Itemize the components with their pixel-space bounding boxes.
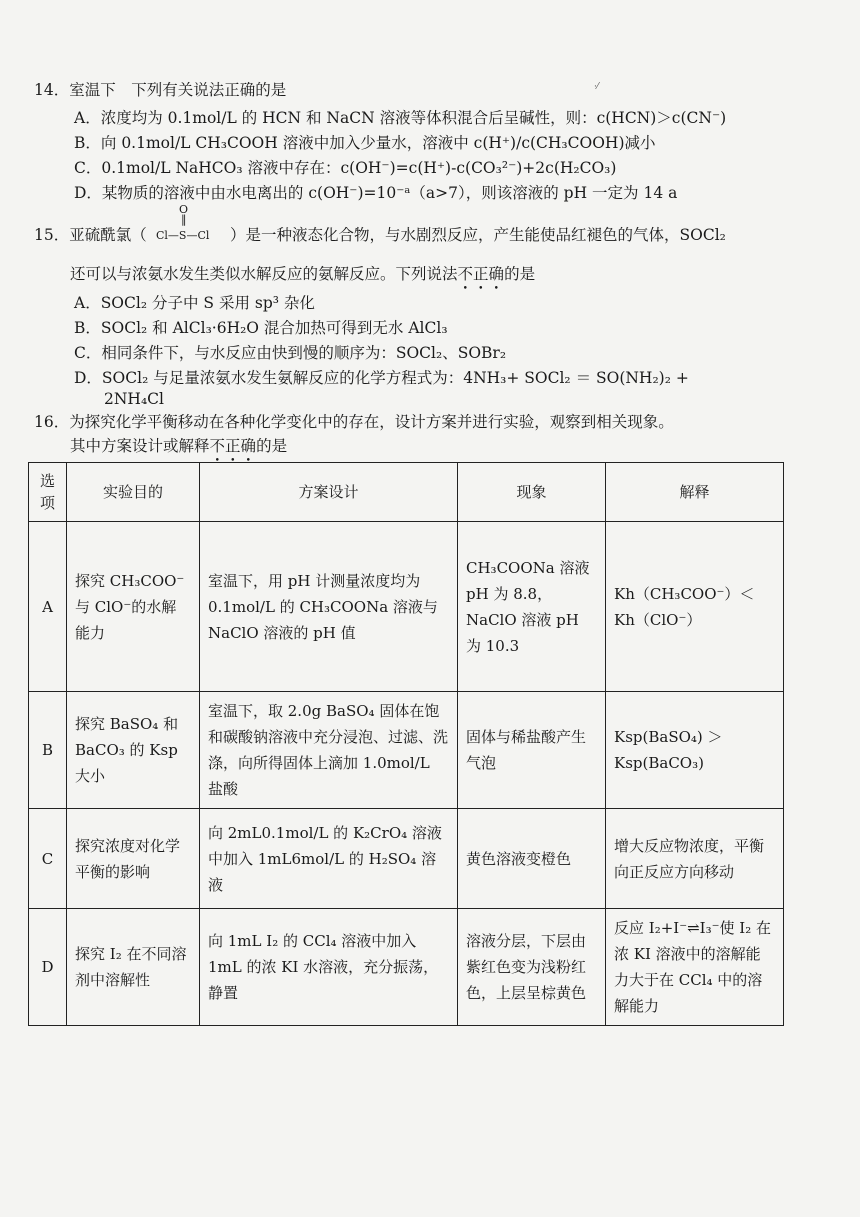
q15-option-d-cont: 2NH₄Cl (104, 390, 164, 408)
header-explanation: 解释 (606, 463, 784, 522)
structure-chain: Cl—S—Cl (156, 229, 210, 242)
row-purpose: 探究 CH₃COO⁻与 ClO⁻的水解能力 (67, 522, 200, 692)
header-option: 选项 (29, 463, 67, 522)
emphasis-char: 不 (209, 437, 226, 455)
q15-option-c: C．相同条件下，与水反应由快到慢的顺序为：SOCl₂、SOBr₂ (74, 344, 507, 362)
header-phenomenon: 现象 (458, 463, 606, 522)
row-design: 向 2mL0.1mol/L 的 K₂CrO₄ 溶液中加入 1mL6mol/L 的 H₂SO₄ 溶液 (200, 809, 458, 909)
q14-stem: 14．室温下 下列有关说法正确的是 (34, 81, 287, 99)
experiment-table (28, 462, 784, 1026)
row-phenomenon: CH₃COONa 溶液 pH 为 8.8，NaClO 溶液 pH 为 10.3 (458, 522, 606, 692)
table-row (29, 692, 784, 809)
table-row (29, 522, 784, 692)
q16-stem-line2: 其中方案设计或解释不正确的是 (70, 437, 288, 455)
row-design: 室温下，取 2.0g BaSO₄ 固体在饱和碳酸钠溶液中充分浸泡、过滤、洗涤，向所得固体上滴加 1.0mol/L 盐酸 (200, 692, 458, 809)
row-purpose: 探究 BaSO₄ 和 BaCO₃ 的 Ksp 大小 (67, 692, 200, 809)
row-purpose: 探究 I₂ 在不同溶剂中溶解性 (67, 909, 200, 1026)
header-design: 方案设计 (200, 463, 458, 522)
structure-double-bond: ‖ (181, 213, 187, 226)
emphasis-char: 不 (457, 265, 474, 283)
header-purpose: 实验目的 (67, 463, 200, 522)
row-explanation: Kh（CH₃COO⁻）＜Kh（ClO⁻） (606, 522, 784, 692)
q15-stem-line2: 还可以与浓氨水发生类似水解反应的氨解反应。下列说法不正确的是 (70, 265, 536, 283)
row-explanation: Ksp(BaSO₄) ＞ Ksp(BaCO₃) (606, 692, 784, 809)
row-design: 向 1mL I₂ 的 CCl₄ 溶液中加入 1mL 的浓 KI 水溶液，充分振荡，静置 (200, 909, 458, 1026)
row-option: D (29, 909, 67, 1026)
structure-oxygen: O (179, 203, 189, 216)
emphasis-char: 正 (225, 437, 241, 455)
table-row (29, 909, 784, 1026)
row-option: B (29, 692, 67, 809)
q16-stem: 16．为探究化学平衡移动在各种化学变化中的存在，设计方案并进行实验，观察到相关现象。 (34, 413, 674, 431)
row-design: 室温下，用 pH 计测量浓度均为 0.1mol/L 的 CH₃COONa 溶液与 NaClO 溶液的 pH 值 (200, 522, 458, 692)
q14-option-b: B．向 0.1mol/L CH₃COOH 溶液中加入少量水，溶液中 c(H⁺)/c(CH₃COOH)减小 (74, 134, 656, 152)
emphasis-not-correct-16 (210, 437, 257, 455)
table-row (29, 809, 784, 909)
q14-option-d: D．某物质的溶液中由水电离出的 c(OH⁻)=10⁻ᵃ（a>7），则该溶液的 pH 一定为 14 a (74, 184, 678, 202)
row-purpose: 探究浓度对化学平衡的影响 (67, 809, 200, 909)
row-explanation: 反应 I₂+I⁻⇌I₃⁻使 I₂ 在浓 KI 溶液中的溶解能力大于在 CCl₄ 中的溶解能力 (606, 909, 784, 1026)
q15-stem-end: ）是一种液态化合物，与水剧烈反应，产生能使品红褪色的气体，SOCl₂ (230, 226, 726, 244)
q15-option-b: B．SOCl₂ 和 AlCl₃·6H₂O 混合加热可得到无水 AlCl₃ (74, 319, 448, 337)
emphasis-char: 确 (240, 437, 257, 455)
q15-stem-start: 15．亚硫酰氯（ (34, 226, 147, 244)
row-option: C (29, 809, 67, 909)
row-option: A (29, 522, 67, 692)
table-header-row (29, 463, 784, 522)
row-phenomenon: 黄色溶液变橙色 (458, 809, 606, 909)
row-explanation: 增大反应物浓度，平衡向正反应方向移动 (606, 809, 784, 909)
q14-option-a: A．浓度均为 0.1mol/L 的 HCN 和 NaCN 溶液等体积混合后呈碱性，则：c(HCN)＞c(CN⁻) (74, 109, 727, 127)
scan-mark: ·⁄ (594, 82, 599, 92)
q15-option-a: A．SOCl₂ 分子中 S 采用 sp³ 杂化 (74, 294, 315, 312)
q15-option-d: D．SOCl₂ 与足量浓氨水发生氨解反应的化学方程式为：4NH₃+ SOCl₂ ＝ SO(NH₂)₂ + (74, 369, 689, 387)
emphasis-char: 确 (488, 265, 505, 283)
emphasis-char: 正 (473, 265, 489, 283)
row-phenomenon: 溶液分层，下层由紫红色变为浅粉红色，上层呈棕黄色 (458, 909, 606, 1026)
emphasis-not-correct (458, 265, 505, 283)
row-phenomenon: 固体与稀盐酸产生气泡 (458, 692, 606, 809)
q14-option-c: C．0.1mol/L NaHCO₃ 溶液中存在：c(OH⁻)=c(H⁺)-c(CO₃²⁻)+2c(H₂CO₃) (74, 159, 617, 177)
